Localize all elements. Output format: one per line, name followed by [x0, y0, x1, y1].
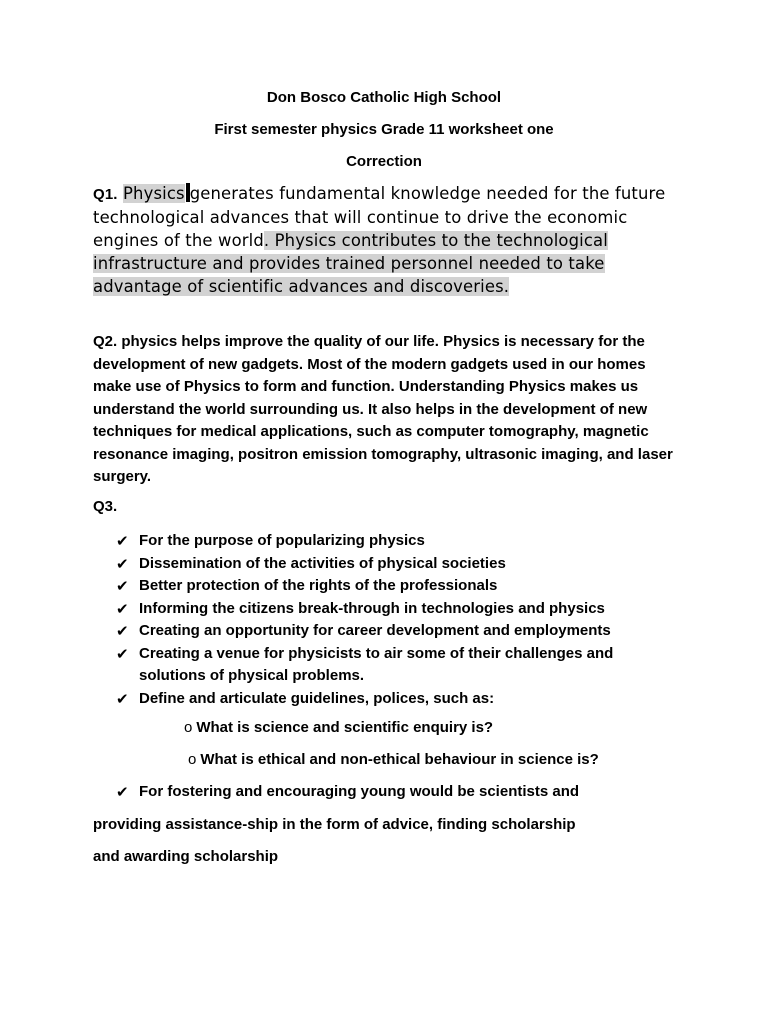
school-title: Don Bosco Catholic High School: [266, 89, 502, 106]
list-item: ✔ Creating a venue for physicists to air some of their challenges and solutions of physical problems.: [116, 644, 614, 684]
sub-list-item: o What is science and scientific enquiry is?: [184, 719, 494, 736]
continuation-line: and awarding scholarship: [93, 848, 279, 865]
checkmark-icon: ✔: [116, 554, 129, 573]
circle-bullet-icon: o: [188, 751, 197, 768]
list-item: ✔ Dissemination of the activities of physical societies: [116, 553, 676, 576]
q3-checklist: [116, 530, 676, 710]
worksheet-subtitle: First semester physics Grade 11 worksheet one: [214, 121, 554, 138]
checkmark-icon: ✔: [116, 644, 129, 663]
final-check-item: ✔ For fostering and encouraging young would be scientists and: [116, 783, 580, 801]
checkmark-icon: ✔: [116, 577, 129, 595]
checkmark-icon: ✔: [116, 532, 129, 550]
list-item: ✔ Informing the citizens break-through in technologies and physics: [116, 598, 676, 621]
list-item: ✔ Define and articulate guidelines, polices, such as:: [116, 688, 676, 711]
checkmark-icon: ✔: [116, 689, 129, 708]
list-item: ✔ Better protection of the rights of the professionals: [116, 575, 676, 598]
sub-list-item: o What is ethical and non-ethical behaviour in science is?: [188, 751, 599, 768]
q1-text: generates fundamental knowledge needed for the future technological advances that will continue to drive the economic engines of the world: [93, 184, 666, 250]
circle-bullet-icon: o: [184, 719, 193, 736]
q1-highlight-text: . Physics contributes to the technological infrastructure and provides trained personnel needed to take advantage of scientific advances and discoveries.: [93, 231, 608, 296]
q1-label: Q1.: [93, 186, 118, 203]
checkmark-icon: ✔: [116, 599, 129, 618]
q1-highlight-physics: Physics: [123, 184, 185, 203]
correction-heading: Correction: [346, 153, 422, 170]
checkmark-icon: ✔: [116, 622, 129, 640]
q3-label: Q3.: [93, 498, 118, 515]
q1-answer: [93, 182, 693, 298]
continuation-line: providing assistance-ship in the form of advice, finding scholarship: [93, 816, 576, 833]
list-item: ✔ For the purpose of popularizing physics: [116, 530, 676, 553]
list-item: ✔ Creating an opportunity for career development and employments: [116, 620, 676, 643]
q2-answer: Q2. physics helps improve the quality of our life. Physics is necessary for the development of new gadgets. Most of the modern gadgets used in our homes make use of Physics to form and function. Understanding Physics makes us understand the world surrounding us. It also helps in the development of new techniques for medical applications, such as computer tomography, magnetic resonance imaging, positron emission tomography, ultrasonic imaging, and laser surgery.: [93, 333, 673, 485]
checkmark-icon: ✔: [116, 783, 129, 801]
